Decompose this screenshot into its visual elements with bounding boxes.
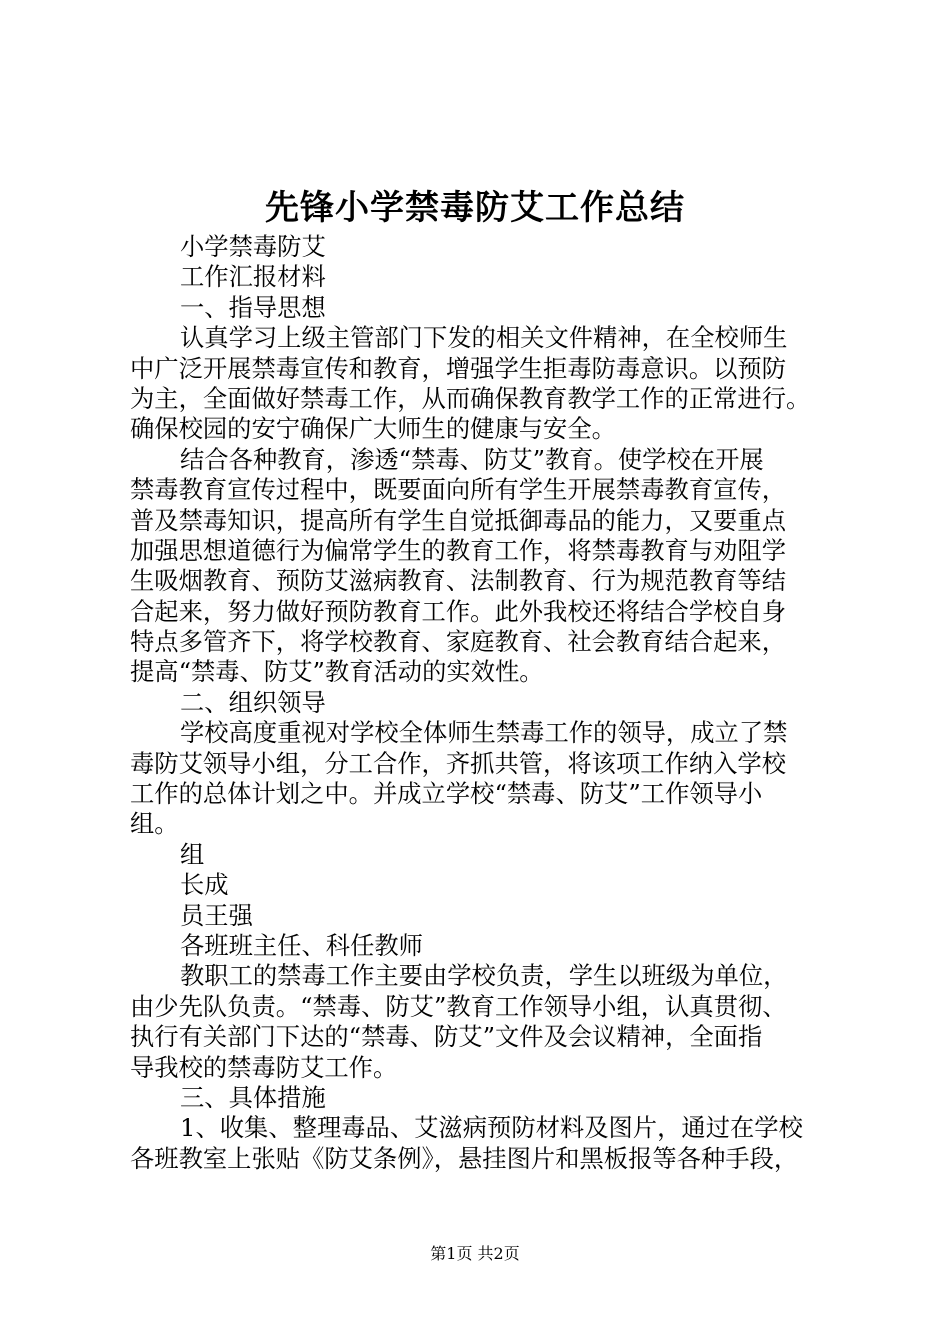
paragraph-line: 一、指导思想: [180, 292, 326, 322]
paragraph-line: 结合各种教育，渗透“禁毒、防艾”教育。使学校在开展: [180, 444, 764, 474]
paragraph-line: 执行有关部门下达的“禁毒、防艾”文件及会议精神，全面指: [130, 1022, 763, 1052]
paragraph-line: 由少先队负责。“禁毒、防艾”教育工作领导小组，认真贯彻、: [130, 991, 787, 1021]
paragraph-line: 教职工的禁毒工作主要由学校负责，学生以班级为单位，: [180, 961, 788, 991]
paragraph-line: 中广泛开展禁毒宣传和教育，增强学生拒毒防毒意识。以预防: [130, 353, 787, 383]
paragraph-line: 毒防艾领导小组，分工合作，齐抓共管，将该项工作纳入学校: [130, 748, 787, 778]
paragraph-line: 特点多管齐下，将学校教育、家庭教育、社会教育结合起来，: [130, 627, 787, 657]
paragraph-line: 生吸烟教育、预防艾滋病教育、法制教育、行为规范教育等结: [130, 566, 787, 596]
paragraph-line: 各班教室上张贴《防艾条例》，悬挂图片和黑板报等各种手段，: [130, 1143, 799, 1173]
paragraph-line: 确保校园的安宁确保广大师生的健康与安全。: [130, 414, 616, 444]
paragraph-line: 为主，全面做好禁毒工作，从而确保教育教学工作的正常进行。: [130, 383, 811, 413]
document-body: [130, 232, 830, 1174]
paragraph-line: 工作汇报材料: [180, 262, 326, 292]
page-footer: 第1页 共2页: [430, 1244, 520, 1263]
paragraph-line: 提高“禁毒、防艾”教育活动的实效性。: [130, 657, 544, 687]
paragraph-line: 组。: [130, 809, 179, 839]
paragraph-line: 普及禁毒知识，提高所有学生自觉抵御毒品的能力，又要重点: [130, 505, 787, 535]
paragraph-line: 各班班主任、科任教师: [180, 930, 423, 960]
paragraph-line: 小学禁毒防艾: [180, 232, 326, 261]
paragraph-line: 二、组织领导: [180, 687, 326, 717]
paragraph-line: 1、收集、整理毒品、艾滋病预防材料及图片，通过在学校: [180, 1113, 803, 1143]
document-title: 先锋小学禁毒防艾工作总结: [265, 188, 685, 228]
paragraph-line: 长成: [180, 870, 229, 900]
paragraph-line: 三、具体措施: [180, 1082, 326, 1112]
paragraph-line: 学校高度重视对学校全体师生禁毒工作的领导，成立了禁: [180, 718, 788, 748]
paragraph-line: 合起来，努力做好预防教育工作。此外我校还将结合学校自身: [130, 596, 787, 626]
paragraph-line: 组: [180, 839, 205, 869]
paragraph-line: 禁毒教育宣传过程中，既要面向所有学生开展禁毒教育宣传，: [130, 475, 787, 505]
paragraph-line: 加强思想道德行为偏常学生的教育工作，将禁毒教育与劝阻学: [130, 535, 787, 565]
paragraph-line: 员王强: [180, 900, 253, 930]
paragraph-line: 导我校的禁毒防艾工作。: [130, 1052, 398, 1082]
paragraph-line: 工作的总体计划之中。并成立学校“禁毒、防艾”工作领导小: [130, 779, 763, 809]
paragraph-line: 认真学习上级主管部门下发的相关文件精神，在全校师生: [180, 323, 788, 353]
